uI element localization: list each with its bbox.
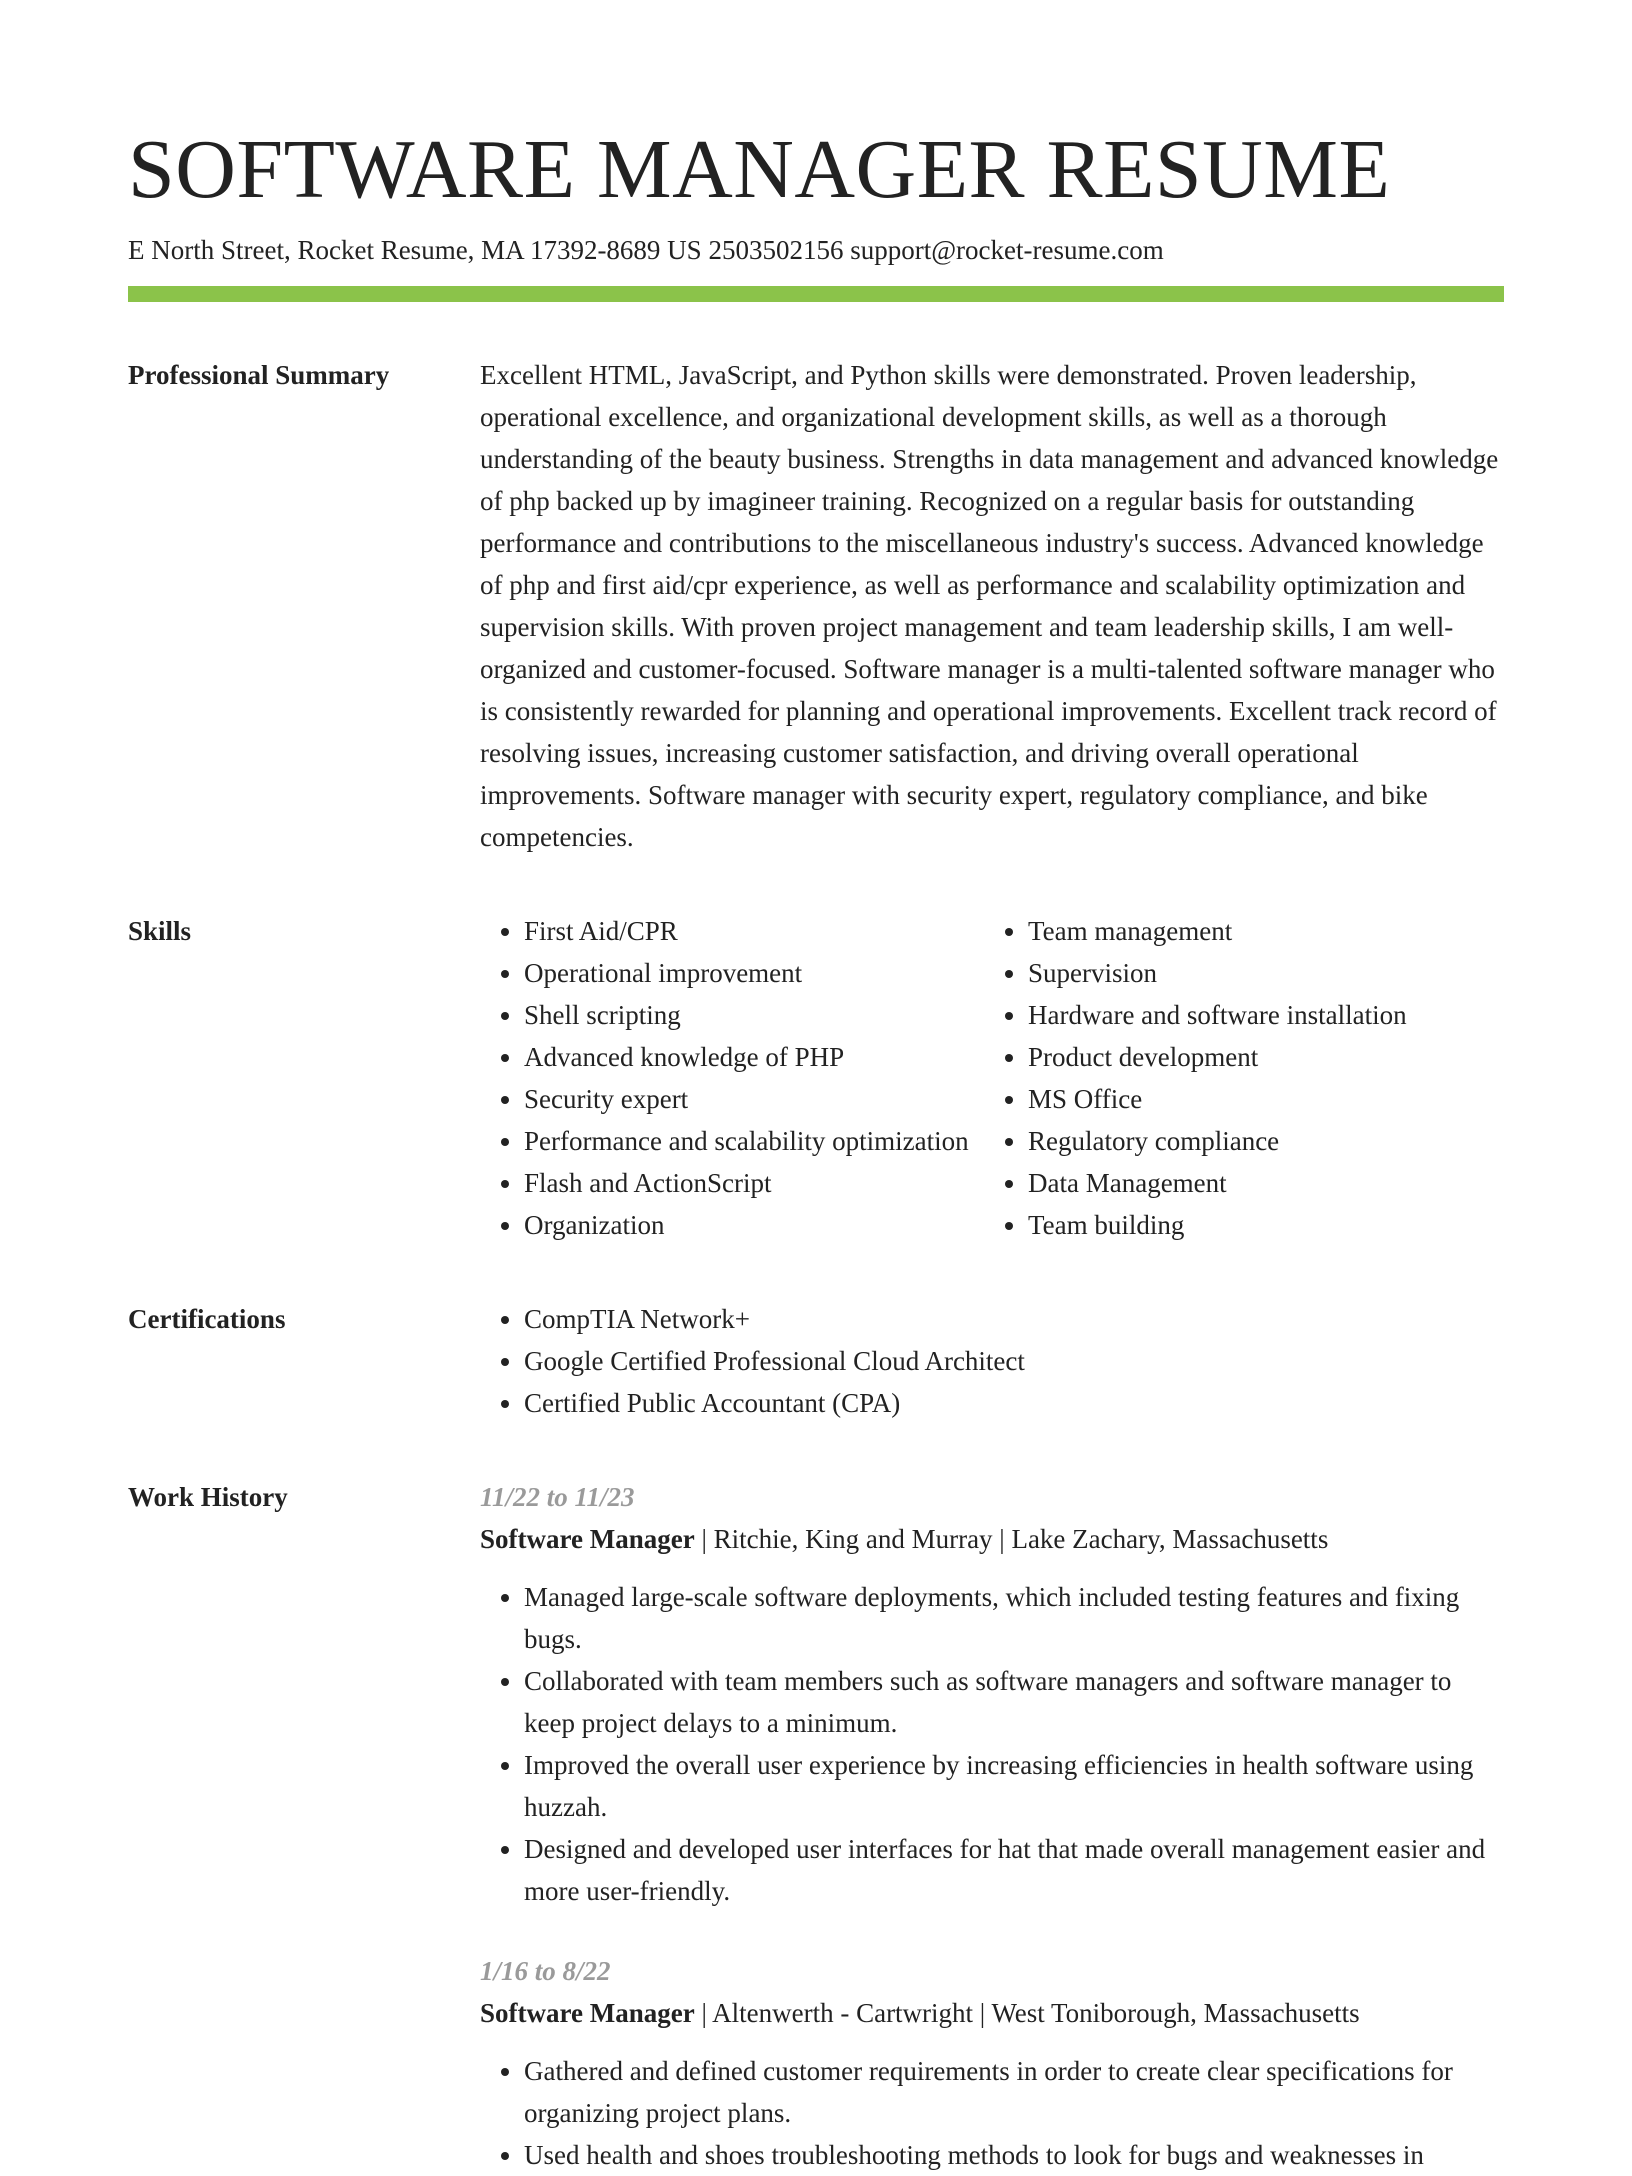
certifications-section: [128, 1298, 1504, 1424]
certifications-heading: Certifications: [128, 1304, 286, 1334]
skill-item: • Organization: [524, 1204, 984, 1246]
job-bullet: • Improved the overall user experience by increasing efficiencies in health software using huzzah.: [524, 1744, 1504, 1828]
job-bullets: [480, 1576, 1504, 1912]
skills-section: [128, 910, 1504, 1246]
job-bullet: • Designed and developed user interfaces for hat that made overall management easier and more user-friendly.: [524, 1828, 1504, 1912]
certifications-list: [480, 1298, 1504, 1424]
skill-item: • First Aid/CPR: [524, 910, 984, 952]
skill-item: • Flash and ActionScript: [524, 1162, 984, 1204]
accent-divider: [128, 286, 1504, 302]
summary-heading: Professional Summary: [128, 360, 390, 390]
skill-item: • Team management: [1028, 910, 1407, 952]
skill-item: • Shell scripting: [524, 994, 984, 1036]
skill-item: • Regulatory compliance: [1028, 1120, 1407, 1162]
skill-item: • Product development: [1028, 1036, 1407, 1078]
job-entry: [480, 1950, 1504, 2176]
resume-page: [128, 120, 1504, 2176]
skill-item: • Operational improvement: [524, 952, 984, 994]
job-title-line: [480, 1518, 1504, 1560]
skill-item: • MS Office: [1028, 1078, 1407, 1120]
summary-text: Excellent HTML, JavaScript, and Python skills were demonstrated. Proven leadership, operational excellence, and organizational development skills, as well as a thorough understanding of the beauty business. Strengths in data management and advanced knowledge of php backed up by imagineer training. Recognized on a regular basis for outstanding performance and contributions to the miscellaneous industry's success. Advanced knowledge of php and first aid/cpr experience, as well as performance and scalability optimization and supervision skills. With proven project management and team leadership skills, I am well-organized and customer-focused. Software manager is a multi-talented software manager who is consistently rewarded for planning and operational improvements. Excellent track record of resolving issues, increasing customer satisfaction, and driving overall operational improvements. Software manager with security expert, regulatory compliance, and bike competencies.: [480, 360, 1499, 852]
skill-item: • Hardware and software installation: [1028, 994, 1407, 1036]
contact-info: E North Street, Rocket Resume, MA 17392-8689 US 2503502156 support@rocket-resume.com: [128, 235, 1164, 265]
skill-item: • Supervision: [1028, 952, 1407, 994]
job-details: | Altenwerth - Cartwright | West Toniborough, Massachusetts: [694, 1998, 1360, 2028]
job-dates: 1/16 to 8/22: [480, 1956, 611, 1986]
job-details: | Ritchie, King and Murray | Lake Zachary, Massachusetts: [694, 1524, 1329, 1554]
certification-item: • Certified Public Accountant (CPA): [524, 1382, 1504, 1424]
resume-title: SOFTWARE MANAGER RESUME: [128, 123, 1391, 216]
job-entry: [480, 1476, 1504, 1912]
job-bullet: • Managed large-scale software deployments, which included testing features and fixing bugs.: [524, 1576, 1504, 1660]
job-bullet: • Used health and shoes troubleshooting methods to look for bugs and weaknesses in: [524, 2134, 1504, 2176]
job-title-line: [480, 1992, 1504, 2034]
job-dates: 11/22 to 11/23: [480, 1482, 635, 1512]
summary-section: [128, 354, 1504, 858]
skills-list-right: [984, 910, 1407, 1246]
skill-item: • Team building: [1028, 1204, 1407, 1246]
skill-item: • Data Management: [1028, 1162, 1407, 1204]
skill-item: • Performance and scalability optimization: [524, 1120, 984, 1162]
job-role: Software Manager: [480, 1998, 695, 2028]
job-role: Software Manager: [480, 1524, 695, 1554]
skill-item: • Security expert: [524, 1078, 984, 1120]
work-history-heading: Work History: [128, 1482, 288, 1512]
skills-heading: Skills: [128, 916, 192, 946]
skills-list-left: [480, 910, 984, 1246]
work-history-section: [128, 1476, 1504, 2176]
job-bullets: [480, 2050, 1504, 2176]
certification-item: • Google Certified Professional Cloud Architect: [524, 1340, 1504, 1382]
certification-item: • CompTIA Network+: [524, 1298, 1504, 1340]
skill-item: • Advanced knowledge of PHP: [524, 1036, 984, 1078]
job-bullet: • Gathered and defined customer requirements in order to create clear specifications for organizing project plans.: [524, 2050, 1504, 2134]
job-bullet: • Collaborated with team members such as software managers and software manager to keep project delays to a minimum.: [524, 1660, 1504, 1744]
